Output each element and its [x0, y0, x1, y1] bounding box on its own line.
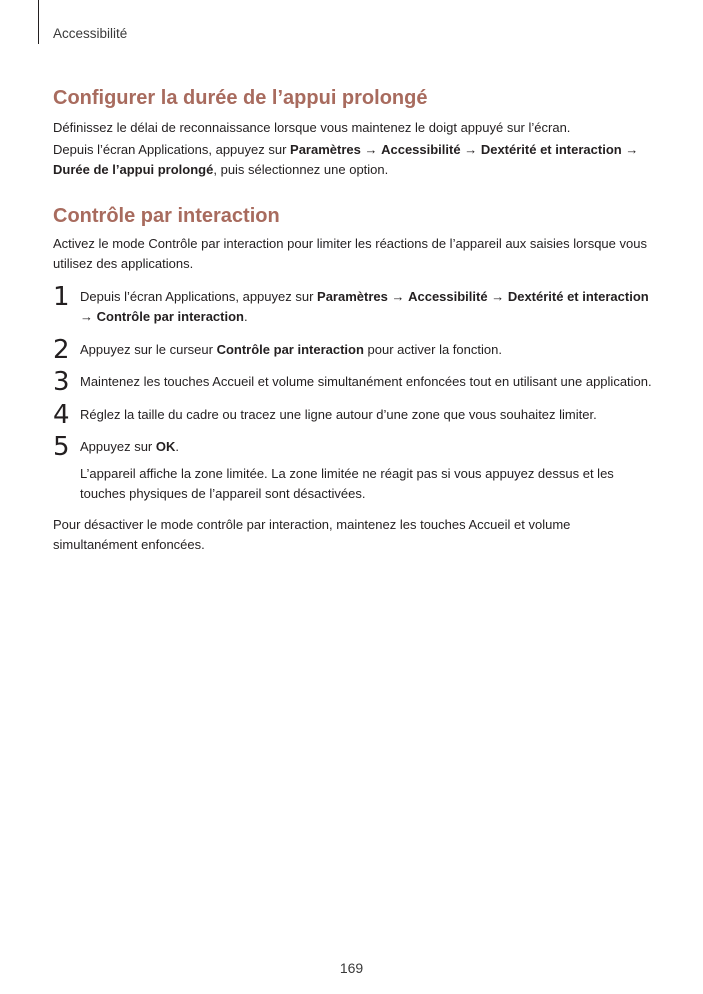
header-rule [38, 0, 39, 44]
steps-list [53, 281, 653, 505]
step-text [80, 287, 653, 328]
section2-intro: Activez le mode Contrôle par interaction pour limiter les réactions de l’appareil aux saisies lorsque vous utilisez des applications. [53, 235, 647, 271]
step-text: Réglez la taille du cadre ou tracez une ligne autour d’une zone que vous souhaitez limiter. [80, 406, 597, 422]
slider-name: Contrôle par interaction [216, 341, 364, 357]
path-accessibilite: Accessibilité [381, 141, 461, 157]
section1-intro: Définissez le délai de reconnaissance lorsque vous maintenez le doigt appuyé sur l’écran. [53, 120, 571, 135]
path-accessibilite: Accessibilité [408, 288, 488, 304]
page-number: 169 [339, 960, 364, 976]
step-text-prefix: Appuyez sur [80, 439, 156, 454]
step-2 [53, 334, 653, 365]
path-duree-appui: Durée de l’appui prolongé [53, 162, 214, 177]
path-parametres: Paramètres [317, 288, 388, 304]
step-text-suffix: . [175, 439, 179, 454]
section-title-long-press: Configurer la durée de l’appui prolongé [53, 87, 428, 109]
step-number: 5 [53, 432, 70, 462]
step-text-suffix: . [243, 309, 248, 324]
arrow: → [80, 309, 97, 324]
step-text [80, 340, 653, 361]
step-number: 1 [53, 281, 70, 312]
step-4 [53, 399, 653, 430]
section1-path [53, 140, 653, 181]
section2-outro: Pour désactiver le mode contrôle par interaction, maintenez les touches Accueil et volume simultanément enfoncées. [53, 516, 571, 552]
step-text-prefix: Depuis l’écran Applications, appuyez sur [80, 288, 318, 304]
page-content [53, 80, 653, 556]
step-number: 3 [53, 367, 70, 397]
arrow: → [487, 288, 508, 304]
step-text [80, 437, 653, 458]
arrow: → [460, 141, 481, 157]
section-title-interaction-control: Contrôle par interaction [53, 204, 280, 227]
step-text: Maintenez les touches Accueil et volume simultanément enfoncées tout en utilisant une application. [80, 374, 652, 389]
path-suffix: , puis sélectionnez une option. [213, 162, 389, 177]
path-dexterite: Dextérité et interaction [507, 288, 649, 304]
arrow: → [360, 141, 382, 157]
step-note: L’appareil affiche la zone limitée. La zone limitée ne réagit pas si vous appuyez dessus et les touches physiques de l’appareil sont désactivées. [80, 465, 614, 501]
step-number: 4 [53, 399, 70, 430]
step-number: 2 [53, 334, 70, 365]
arrow: → [387, 288, 409, 304]
chapter-header: Accessibilité [53, 26, 128, 41]
path-dexterite: Dextérité et interaction [480, 141, 622, 157]
arrow: → [621, 141, 639, 157]
path-prefix: Depuis l’écran Applications, appuyez sur [53, 141, 291, 157]
step-1 [53, 281, 653, 328]
step-5 [53, 432, 653, 505]
step-text-suffix: pour activer la fonction. [363, 341, 502, 357]
step-3 [53, 367, 653, 397]
step-text-prefix: Appuyez sur le curseur [80, 341, 217, 357]
ok-label: OK [155, 439, 176, 454]
path-controle-interaction: Contrôle par interaction [96, 309, 244, 324]
path-parametres: Paramètres [290, 141, 361, 157]
